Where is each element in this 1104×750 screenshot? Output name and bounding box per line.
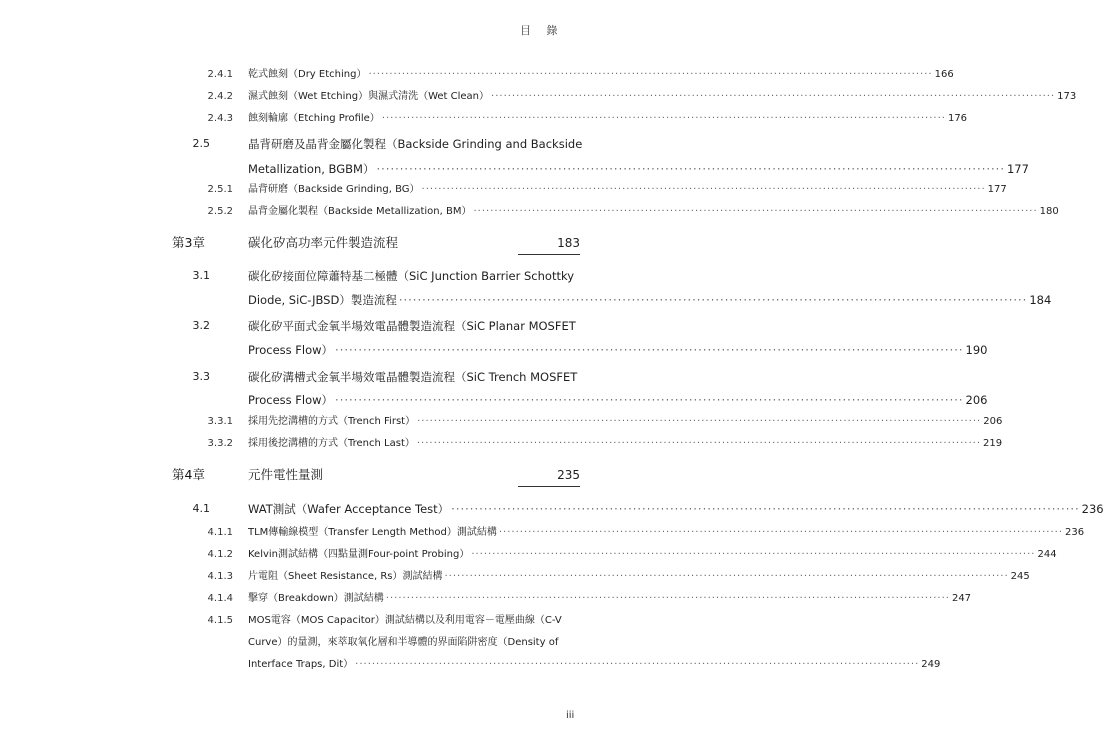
chapter-number: 第3章 <box>172 235 205 250</box>
chapter-title: 碳化矽高功率元件製造流程 <box>248 235 399 250</box>
chapter-page: 235 <box>518 464 580 487</box>
toc-entry-2-4-3[interactable] <box>0 108 968 130</box>
entry-page: 180 <box>1039 206 1059 217</box>
dot-leader: ······································································································································· <box>451 502 1080 516</box>
entry-title: 採用後挖溝槽的方式（Trench Last） <box>248 438 415 449</box>
entry-title-line1: 碳化矽平面式金氧半場效電晶體製造流程（SiC Planar MOSFET <box>248 319 576 333</box>
entry-number: 3.3.2 <box>207 438 233 449</box>
toc-entry-4-1-3[interactable] <box>0 566 1030 588</box>
entry-number: 4.1.3 <box>207 571 233 582</box>
toc-entry-3-2[interactable] <box>0 315 750 337</box>
toc-entry-4-1-5-cont2[interactable] <box>0 654 941 676</box>
entry-title-line1: 碳化矽溝槽式金氧半場效電晶體製造流程（SiC Trench MOSFET <box>248 370 578 384</box>
dot-leader: ······································································································································· <box>417 416 982 427</box>
entry-page: 177 <box>1006 162 1029 176</box>
entry-number: 4.1.4 <box>207 593 233 604</box>
entry-page: 173 <box>1057 91 1077 102</box>
toc-entry-4-1-1[interactable] <box>0 522 1085 544</box>
toc-entry-2-4-1[interactable] <box>0 64 954 86</box>
entry-title-line1: MOS電容（MOS Capacitor）測試結構以及利用電容－電壓曲線（C-V <box>248 615 562 626</box>
entry-page: 219 <box>983 438 1003 449</box>
toc-entry-3-3-cont[interactable] <box>0 389 988 411</box>
entry-title: 濕式蝕刻（Wet Etching）與濕式清洗（Wet Clean） <box>248 91 490 102</box>
toc-entry-3-1[interactable] <box>0 265 750 287</box>
entry-page: 166 <box>934 69 954 80</box>
entry-number: 2.4.1 <box>207 69 233 80</box>
entry-page: 244 <box>1037 549 1057 560</box>
entry-title-line2: Process Flow） <box>248 343 334 357</box>
toc-entry-3-3-2[interactable] <box>0 433 1003 455</box>
toc-entry-2-5[interactable] <box>0 133 750 155</box>
dot-leader: ······································································································································· <box>471 549 1036 560</box>
entry-page: 176 <box>947 113 968 124</box>
entry-number: 2.5.1 <box>207 184 233 195</box>
entry-title: 採用先挖溝槽的方式（Trench First） <box>248 416 416 427</box>
entry-title: 乾式蝕刻（Dry Etching） <box>248 69 367 80</box>
entry-title: 片電阻（Sheet Resistance, Rs）測試結構 <box>248 571 443 582</box>
toc-entry-2-4-2[interactable] <box>0 86 1077 108</box>
entry-number: 3.3.1 <box>207 416 233 427</box>
entry-page: 247 <box>951 593 972 604</box>
entry-number: 2.5.2 <box>207 206 233 217</box>
dot-leader: ······································································································································· <box>381 113 946 124</box>
entry-page: 190 <box>965 343 988 357</box>
entry-title-line2: Metallization, BGBM） <box>248 162 375 176</box>
toc-entry-4-1-5-cont[interactable] <box>0 632 750 654</box>
dot-leader: ······································································································································· <box>385 593 950 604</box>
entry-page: 206 <box>965 393 988 407</box>
entry-title-line2: Process Flow） <box>248 393 334 407</box>
toc-chapter-3[interactable] <box>0 232 750 254</box>
toc-entry-3-3[interactable] <box>0 366 750 388</box>
entry-page: 206 <box>983 416 1003 427</box>
entry-title: 晶背研磨（Backside Grinding, BG） <box>248 184 420 195</box>
dot-leader: ······································································································································· <box>335 393 964 407</box>
toc-entry-2-5-1[interactable] <box>0 179 1007 201</box>
entry-title: 擊穿（Breakdown）測試結構 <box>248 593 384 604</box>
toc-entry-4-1-4[interactable] <box>0 588 972 610</box>
toc-entry-3-3-1[interactable] <box>0 411 1003 433</box>
entry-number: 3.1 <box>192 269 210 282</box>
entry-number: 4.1.5 <box>207 615 233 626</box>
entry-title-line2: Diode, SiC-JBSD）製造流程 <box>248 293 397 307</box>
dot-leader: ······································································································································· <box>498 527 1064 538</box>
toc-entry-4-1-2[interactable] <box>0 544 1057 566</box>
dot-leader: ······································································································································· <box>398 293 1028 307</box>
toc-entry-3-2-cont[interactable] <box>0 339 988 361</box>
entry-number: 4.1.2 <box>207 549 233 560</box>
entry-number: 4.1.1 <box>207 527 233 538</box>
entry-page: 177 <box>987 184 1007 195</box>
entry-title: TLM傳輸線模型（Transfer Length Method）測試結構 <box>248 527 497 538</box>
entry-number: 2.4.3 <box>207 113 233 124</box>
dot-leader: ······································································································································· <box>473 206 1038 217</box>
dot-leader: ······································································································································· <box>491 91 1056 102</box>
page-number: iii <box>566 710 575 721</box>
dot-leader: ······································································································································· <box>335 343 964 357</box>
dot-leader: ······································································································································· <box>444 571 1009 582</box>
entry-title: 蝕刻輪廓（Etching Profile） <box>248 113 380 124</box>
entry-number: 3.2 <box>192 319 210 332</box>
entry-number: 2.5 <box>192 137 210 150</box>
entry-number: 3.3 <box>192 370 210 383</box>
entry-title-line2: Curve）的量測，來萃取氧化層和半導體的界面陷阱密度（Density of <box>248 637 559 648</box>
entry-title-line3: Interface Traps, Dit） <box>248 659 354 670</box>
entry-title-line1: 碳化矽接面位障蕭特基二極體（SiC Junction Barrier Schottky <box>248 269 575 283</box>
chapter-title: 元件電性量測 <box>248 467 324 482</box>
toc-entry-3-1-cont[interactable] <box>0 289 1052 311</box>
toc-entry-4-1[interactable] <box>0 498 1104 520</box>
entry-number: 2.4.2 <box>207 91 233 102</box>
entry-title-line1: 晶背研磨及晶背金屬化製程（Backside Grinding and Backside <box>248 137 583 151</box>
entry-title: 晶背金屬化製程（Backside Metallization, BM） <box>248 206 472 217</box>
running-header: 目 錄 <box>520 24 564 37</box>
dot-leader: ······································································································································· <box>376 162 1005 176</box>
dot-leader: ······································································································································· <box>421 184 986 195</box>
entry-number: 4.1 <box>192 502 210 515</box>
dot-leader: ······································································································································· <box>368 69 933 80</box>
dot-leader: ······································································································································· <box>416 438 982 449</box>
dot-leader: ······································································································································· <box>355 659 920 670</box>
entry-title: WAT測試（Wafer Acceptance Test） <box>248 502 450 516</box>
entry-page: 236 <box>1065 527 1085 538</box>
toc-entry-2-5-cont[interactable] <box>0 158 1029 180</box>
entry-title: Kelvin測試結構（四點量測Four-point Probing） <box>248 549 470 560</box>
chapter-page: 183 <box>518 232 580 255</box>
entry-page: 245 <box>1010 571 1030 582</box>
entry-page: 249 <box>921 659 941 670</box>
toc-chapter-4[interactable] <box>0 464 750 486</box>
toc-entry-2-5-2[interactable] <box>0 201 1059 223</box>
entry-page: 184 <box>1029 293 1052 307</box>
toc-entry-4-1-5[interactable] <box>0 610 750 632</box>
chapter-number: 第4章 <box>172 467 205 482</box>
entry-page: 236 <box>1081 502 1104 516</box>
